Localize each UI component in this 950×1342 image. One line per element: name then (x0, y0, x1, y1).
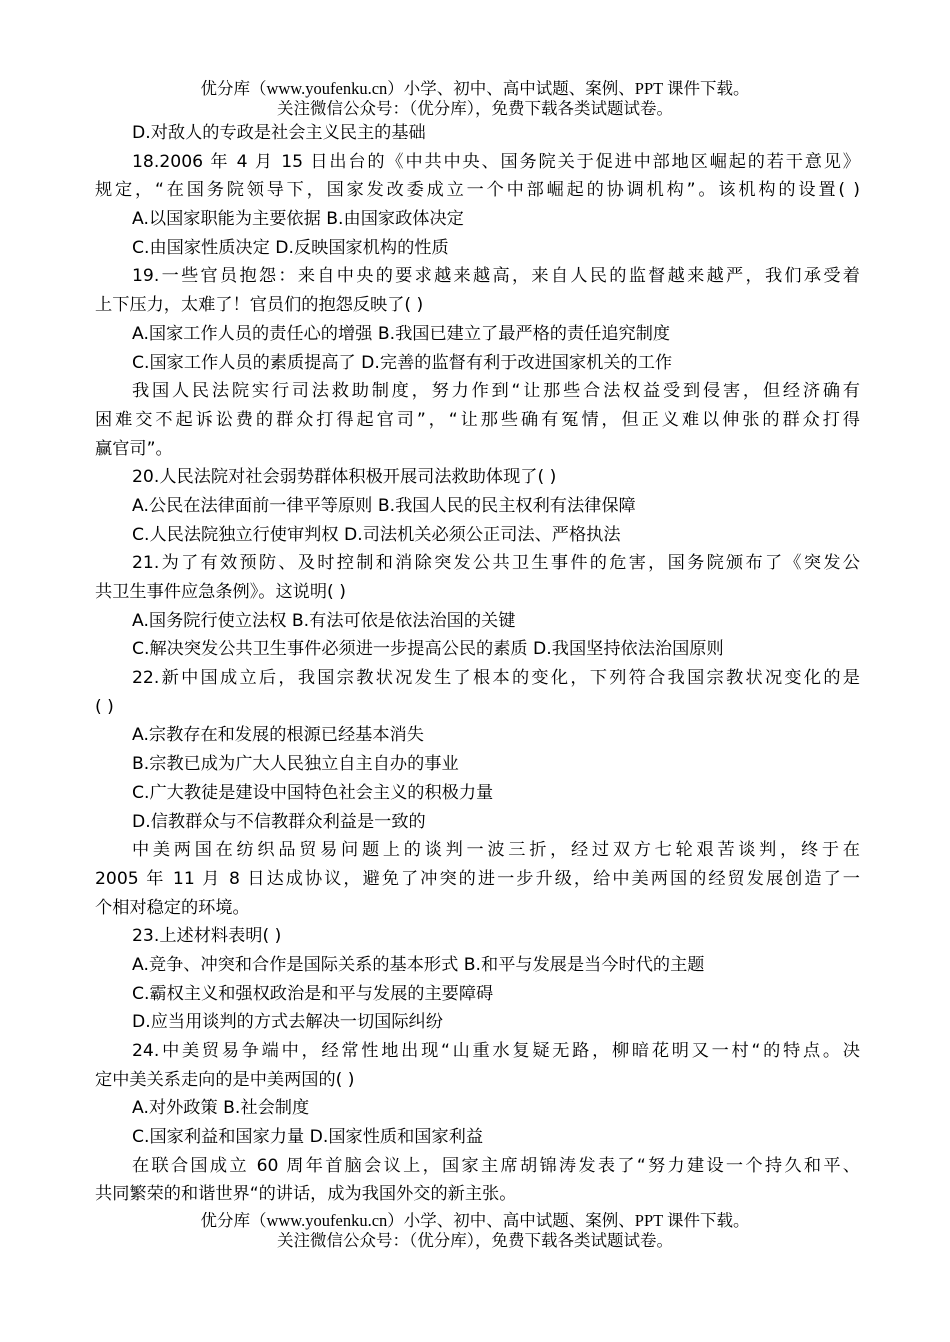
text-line: 18.2006 年 4 月 15 日出台的《中共中央、国务院关于促进中部地区崛起的若干意见》 (132, 151, 860, 172)
text-line: A.竞争、冲突和合作是国际关系的基本形式 B.和平与发展是当今时代的主题 (132, 954, 705, 975)
header-line-2: 关注微信公众号：（优分库），免费下载各类试题试卷。 (277, 99, 673, 118)
text-line: C.霸权主义和强权政治是和平与发展的主要障碍 (132, 983, 494, 1004)
text-line: 21.为了有效预防、及时控制和消除突发公共卫生事件的危害，国务院颁布了《突发公 (132, 553, 860, 574)
text-line: 规定，“在国务院领导下，国家发改委成立一个中部崛起的协调机构”。该机构的设置( ) (95, 180, 860, 201)
text-line: B.宗教已成为广大人民独立自主自办的事业 (132, 754, 459, 775)
text-line: 共同繁荣的和谐世界“的讲话，成为我国外交的新主张。 (95, 1184, 517, 1205)
text-line: 定中美关系走向的是中美两国的( ) (95, 1069, 355, 1090)
text-line: C.国家利益和国家力量 D.国家性质和国家利益 (132, 1127, 484, 1148)
text-line: A.国家工作人员的责任心的增强 B.我国已建立了最严格的责任追究制度 (132, 323, 671, 344)
footer-line-1: 优分库（www.youfenku.cn）小学、初中、高中试题、案例、PPT 课件下载。 (200, 1211, 750, 1230)
text-line: A.公民在法律面前一律平等原则 B.我国人民的民主权利有法律保障 (132, 495, 636, 516)
header-line-1: 优分库（www.youfenku.cn）小学、初中、高中试题、案例、PPT 课件下载。 (200, 79, 750, 98)
text-line: 中美两国在纺织品贸易问题上的谈判一波三折，经过双方七轮艰苦谈判，终于在 (132, 840, 860, 861)
text-line: 2005 年 11 月 8 日达成协议，避免了冲突的进一步升级，给中美两国的经贸发展创造了一 (95, 868, 860, 889)
text-line: 个相对稳定的环境。 (95, 897, 250, 918)
text-line: D.应当用谈判的方式去解决一切国际纠纷 (132, 1012, 443, 1033)
text-line: 上下压力，太难了！官员们的抱怨反映了( ) (95, 295, 424, 316)
text-line: A.宗教存在和发展的根源已经基本消失 (132, 725, 424, 746)
text-line: 22.新中国成立后，我国宗教状况发生了根本的变化，下列符合我国宗教状况变化的是 (132, 668, 860, 689)
text-line: 19.一些官员抱怨：来自中央的要求越来越高，来自人民的监督越来越严，我们承受着 (132, 266, 860, 287)
text-line: 困难交不起诉讼费的群众打得起官司”，“让那些确有冤情，但正义难以伸张的群众打得 (95, 409, 860, 430)
text-line: 共卫生事件应急条例》。这说明( ) (95, 582, 346, 602)
text-line: A.对外政策 B.社会制度 (132, 1098, 310, 1119)
text-line: A.以国家职能为主要依据 B.由国家政体决定 (132, 209, 464, 230)
text-line: C.解决突发公共卫生事件必须进一步提高公民的素质 D.我国坚持依法治国原则 (132, 639, 724, 660)
text-line: D.对敌人的专政是社会主义民主的基础 (132, 123, 426, 143)
text-line: A.国务院行使立法权 B.有法可依是依法治国的关键 (132, 610, 516, 631)
text-line: ( ) (95, 696, 114, 717)
text-line: 我国人民法院实行司法救助制度，努力作到“让那些合法权益受到侵害，但经济确有 (132, 381, 860, 402)
text-line: 23.上述材料表明( ) (132, 926, 282, 947)
footer-line-2: 关注微信公众号：（优分库），免费下载各类试题试卷。 (277, 1231, 673, 1250)
text-line: D.信教群众与不信教群众利益是一致的 (132, 811, 426, 832)
text-line: 在联合国成立 60 周年首脑会议上，国家主席胡锦涛发表了“努力建设一个持久和平、 (132, 1155, 860, 1176)
text-line: 20.人民法院对社会弱势群体积极开展司法救助体现了( ) (132, 467, 557, 488)
document-body (95, 119, 860, 1209)
page-footer (0, 1211, 950, 1251)
text-line: C.广大教徒是建设中国特色社会主义的积极力量 (132, 782, 494, 803)
page-header (0, 79, 950, 119)
text-line: C.国家工作人员的素质提高了 D.完善的监督有利于改进国家机关的工作 (132, 352, 673, 373)
text-line: C.由国家性质决定 D.反映国家机构的性质 (132, 237, 449, 258)
text-line: C.人民法院独立行使审判权 D.司法机关必须公正司法、严格执法 (132, 524, 621, 545)
text-line: 24.中美贸易争端中，经常性地出现“山重水复疑无路，柳暗花明又一村“的特点。决 (132, 1041, 860, 1061)
text-line: 赢官司”。 (95, 438, 173, 459)
